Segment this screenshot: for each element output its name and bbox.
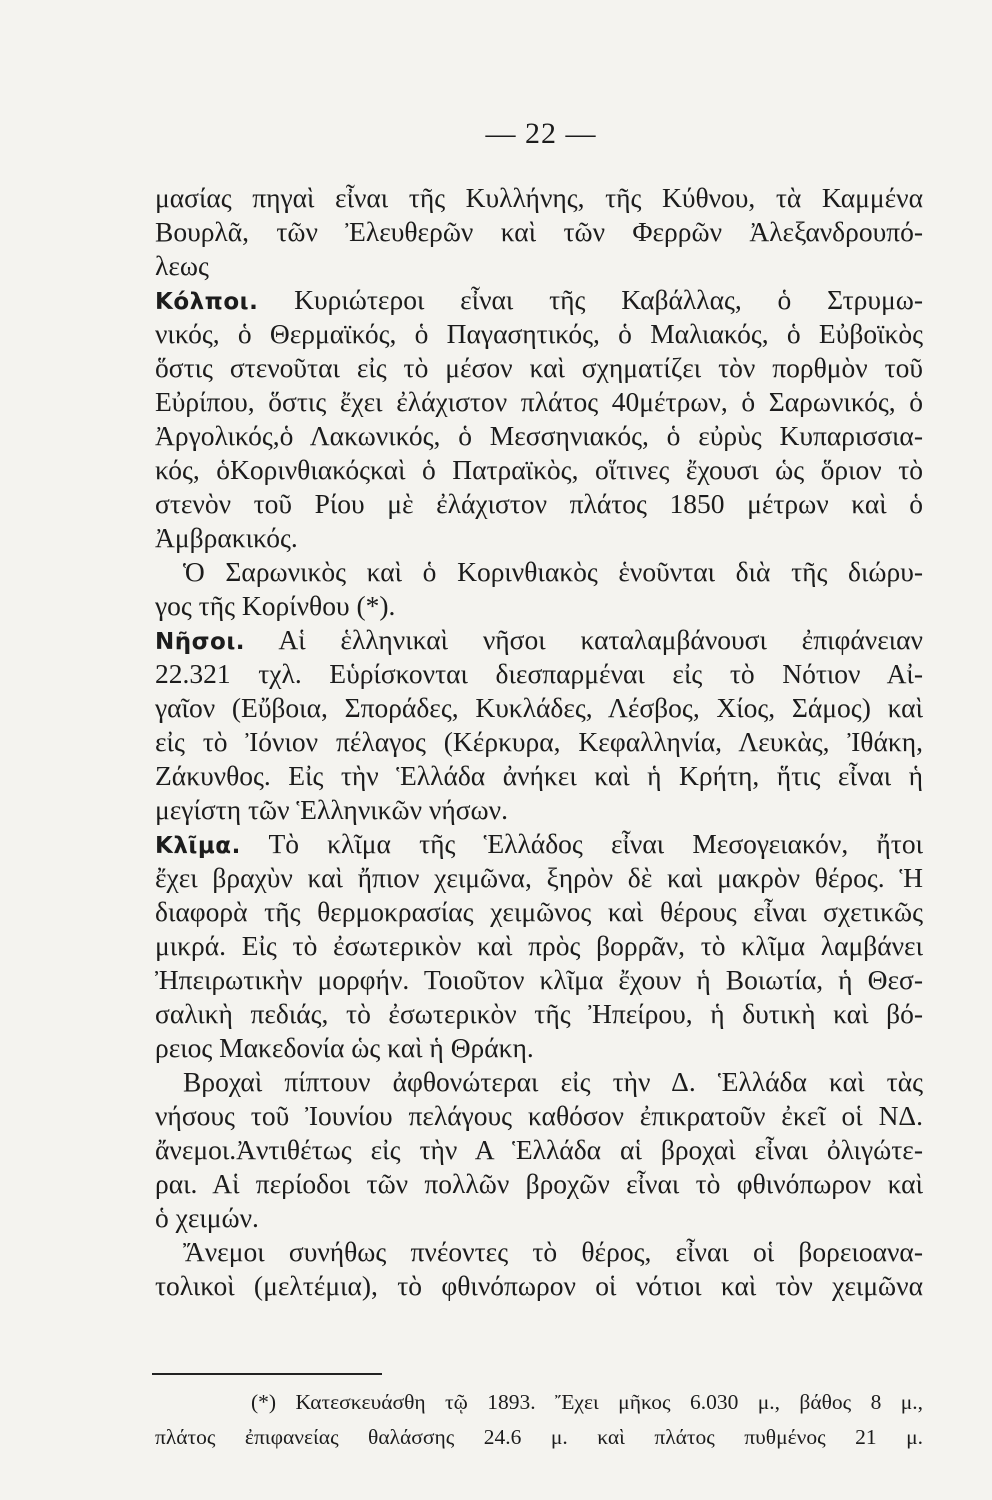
body-text: [155, 181, 923, 1303]
text-line: [155, 1235, 923, 1269]
text-line: [155, 487, 923, 521]
footnote-line: πλάτος ἐπιφανείας θαλάσσης 24.6 μ. καὶ πλάτος πυθμένος 21 μ.: [155, 1425, 923, 1449]
text-line: [155, 1031, 923, 1065]
line-text: νήσους τοῦ Ἰουνίου πελάγους καθόσον ἐπικρατοῦν ἐκεῖ οἱ ΝΔ.: [155, 1100, 923, 1131]
line-text: λεως: [155, 250, 209, 281]
line-text: ρειος Μακεδονία ὡς καὶ ἡ Θράκη.: [155, 1032, 534, 1063]
line-text: Ὁ Σαρωνικὸς καὶ ὁ Κορινθιακὸς ἑνοῦνται διὰ τῆς διώρυ-: [183, 556, 923, 587]
line-text: διαφορὰ τῆς θερμοκρασίας χειμῶνος καὶ θέρους εἶναι σχετικῶς: [155, 896, 923, 927]
text-line: [155, 725, 923, 759]
section-heading: Κόλποι.: [155, 289, 259, 315]
line-text: ραι. Αἱ περίοδοι τῶν πολλῶν βροχῶν εἶναι τὸ φθινόπωρον καὶ: [155, 1168, 923, 1199]
line-text: κός, ὁΚορινθιακόςκαὶ ὁ Πατραϊκὸς, οἵτινες ἔχουσι ὡς ὅριον τὸ: [155, 454, 923, 485]
line-text: σαλικὴ πεδιάς, τὸ ἐσωτερικὸν τῆς Ἠπείρου, ἡ δυτικὴ καὶ βό-: [155, 998, 923, 1029]
line-text: ἔχει βραχὺν καὶ ἤπιον χειμῶνα, ξηρὸν δὲ καὶ μακρὸν θέρος. Ἡ: [155, 862, 923, 893]
text-line: [155, 793, 923, 827]
line-text: Αἱ ἑλληνικαὶ νῆσοι καταλαμβάνουσι ἐπιφάνειαν: [245, 624, 923, 655]
text-line: [155, 1065, 923, 1099]
text-line: [155, 623, 923, 657]
text-line: [155, 1133, 923, 1167]
text-line: [155, 827, 923, 861]
text-line: [155, 1269, 923, 1303]
text-line: [155, 181, 923, 215]
text-line: [155, 1167, 923, 1201]
line-text: Τὸ κλῖμα τῆς Ἑλλάδος εἶναι Μεσογειακόν, ἤτοι: [240, 828, 923, 859]
line-text: Ἀργολικός,ὁ Λακωνικός, ὁ Μεσσηνιακός, ὁ εὐρὺς Κυπαρισσια-: [155, 420, 923, 451]
line-text: 22.321 τχλ. Εὑρίσκονται διεσπαρμέναι εἰς τὸ Νότιον Αἰ-: [155, 658, 923, 689]
text-line: [155, 283, 923, 317]
text-line: [155, 317, 923, 351]
line-text: γος τῆς Κορίνθου (*).: [155, 590, 396, 621]
line-text: Βουρλᾶ, τῶν Ἐλευθερῶν καὶ τῶν Φερρῶν Ἀλεξανδρουπό-: [155, 216, 923, 247]
line-text: Ἄνεμοι συνήθως πνέοντες τὸ θέρος, εἶναι οἱ βορειοανα-: [183, 1236, 923, 1267]
text-line: [155, 759, 923, 793]
text-line: [155, 895, 923, 929]
line-text: τολικοὶ (μελτέμια), τὸ φθινόπωρον οἱ νότιοι καὶ τὸν χειμῶνα: [155, 1270, 923, 1301]
text-line: [155, 963, 923, 997]
text-line: [155, 215, 923, 249]
line-text: γαῖον (Εὔβοια, Σποράδες, Κυκλάδες, Λέσβος, Χίος, Σάμος) καὶ: [155, 692, 923, 723]
text-line: [155, 453, 923, 487]
line-text: μασίας πηγαὶ εἶναι τῆς Κυλλήνης, τῆς Κύθνου, τὰ Καμμένα: [155, 182, 923, 213]
line-text: ὅστις στενοῦται εἰς τὸ μέσον καὶ σχηματίζει τὸν πορθμὸν τοῦ: [155, 352, 923, 383]
line-text: εἰς τὸ Ἰόνιον πέλαγος (Κέρκυρα, Κεφαλληνία, Λευκὰς, Ἰθάκη,: [155, 726, 923, 757]
line-text: ὁ χειμών.: [155, 1202, 259, 1233]
text-line: [155, 861, 923, 895]
line-text: μικρά. Εἰς τὸ ἐσωτερικὸν καὶ πρὸς βορρᾶν, τὸ κλῖμα λαμβάνει: [155, 930, 923, 961]
line-text: νικός, ὁ Θερμαϊκός, ὁ Παγασητικός, ὁ Μαλιακός, ὁ Εὐβοϊκὸς: [155, 318, 923, 349]
text-line: [155, 1201, 923, 1235]
line-text: Ἠπειρωτικὴν μορφήν. Τοιοῦτον κλῖμα ἔχουν ἡ Βοιωτία, ἡ Θεσ-: [155, 964, 923, 995]
text-line: [155, 997, 923, 1031]
text-line: [155, 691, 923, 725]
text-line: [155, 351, 923, 385]
text-line: [155, 657, 923, 691]
text-line: [155, 521, 923, 555]
line-text: Ἀμβρακικός.: [155, 522, 298, 553]
footnote-divider: [152, 1373, 382, 1375]
line-text: μεγίστη τῶν Ἑλληνικῶν νήσων.: [155, 794, 508, 825]
text-line: [155, 929, 923, 963]
page-number: — 22 —: [485, 117, 597, 150]
line-text: ἄνεμοι.Ἀντιθέτως εἰς τὴν Α Ἑλλάδα αἱ βροχαὶ εἶναι ὀλιγώτε-: [155, 1134, 923, 1165]
text-line: [155, 555, 923, 589]
line-text: Βροχαὶ πίπτουν ἀφθονώτεραι εἰς τὴν Δ. Ἑλλάδα καὶ τὰς: [183, 1066, 923, 1097]
text-line: [155, 589, 923, 623]
text-line: [155, 1099, 923, 1133]
text-line: [155, 419, 923, 453]
section-heading: Κλῖμα.: [155, 833, 241, 859]
line-text: στενὸν τοῦ Ρίου μὲ ἐλάχιστον πλάτος 1850 μέτρων καὶ ὁ: [155, 488, 923, 519]
footnote: [155, 1385, 923, 1455]
text-line: [155, 385, 923, 419]
line-text: Κυριώτεροι εἶναι τῆς Καβάλλας, ὁ Στρυμω-: [258, 284, 923, 315]
line-text: Ζάκυνθος. Εἰς τὴν Ἑλλάδα ἀνήκει καὶ ἡ Κρήτη, ἥτις εἶναι ἡ: [155, 760, 923, 791]
section-heading: Νῆσοι.: [155, 629, 246, 655]
text-line: [155, 249, 923, 283]
line-text: Εὐρίπου, ὅστις ἔχει ἐλάχιστον πλάτος 40μέτρων, ὁ Σαρωνικός, ὁ: [155, 386, 923, 417]
footnote-line: (*) Κατεσκευάσθη τῷ 1893. Ἔχει μῆκος 6.030 μ., βάθος 8 μ.,: [251, 1390, 923, 1414]
